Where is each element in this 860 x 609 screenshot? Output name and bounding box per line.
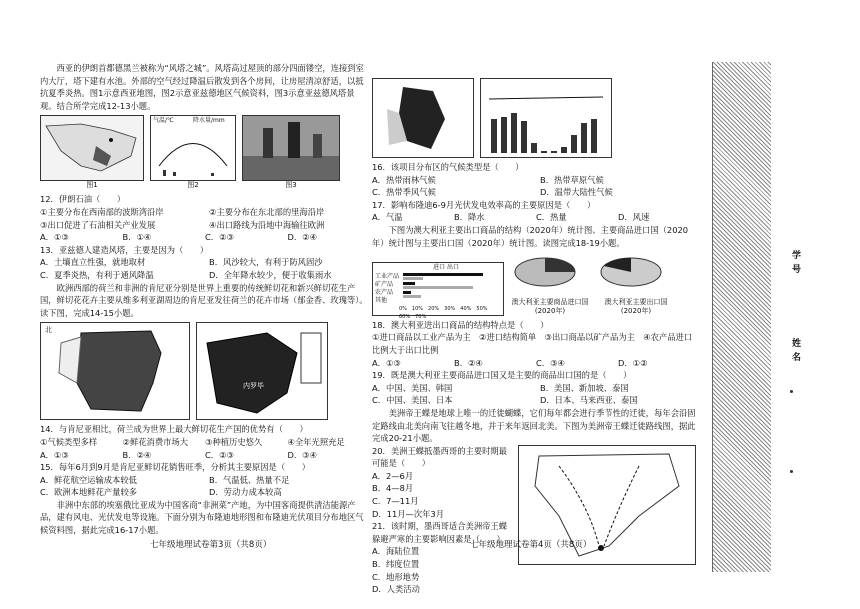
q14-statement: ③种植历史悠久 xyxy=(205,436,263,447)
question-19: 19．既是澳大利亚主要商品进口国又是主要的商品出口国的是（ ） xyxy=(372,370,632,381)
burundi-map-graphic xyxy=(373,79,473,157)
q20-choice: C．7—11月 xyxy=(372,496,419,507)
q19-choice: A．中国、美国、韩国 xyxy=(372,382,453,393)
sidebar-label-student-id-2: 号 xyxy=(792,265,802,275)
climate-chart xyxy=(150,115,236,181)
question-13-choices xyxy=(40,256,370,281)
question-20: 20．美洲王蝶抵墨西哥的主要时期最可能是（ ） xyxy=(372,445,508,469)
q18-choice: C．③④ xyxy=(536,357,565,368)
climate-chart-graphic xyxy=(151,116,235,180)
map-graphic xyxy=(41,116,143,180)
q21-choice: B．纬度位置 xyxy=(372,559,420,570)
temp-axis-label: 气温/℃ xyxy=(153,117,174,125)
bar-category: 农产品 xyxy=(375,288,394,296)
figure-row-2 xyxy=(40,322,370,420)
q12-statement: ②主要分布在东北部的里海沿岸 xyxy=(209,206,325,217)
question-12: 12．伊朗石油（ ） xyxy=(40,194,126,205)
q13-choice: B．风沙较大，有利于防风固沙 xyxy=(209,257,323,268)
bar-axis: 0% 10% 20% 30% 40% 50% 60% 70% xyxy=(399,305,493,320)
q13-choice: D．全年降水较少，便于收集雨水 xyxy=(209,269,332,280)
q12-choice: B．①④ xyxy=(122,232,152,243)
wind-tower-graphic xyxy=(243,116,339,180)
question-14-choices xyxy=(40,449,370,462)
burundi-figures xyxy=(372,78,700,158)
q19-choice: B．美国、新加坡、泰国 xyxy=(540,382,629,393)
binding-margin-pattern xyxy=(712,62,771,572)
q16-choice: A．热带雨林气候 xyxy=(372,174,436,185)
q21-choice: C．地形地势 xyxy=(372,571,420,582)
legend-import: 进口 xyxy=(433,263,446,271)
intro-paragraph-1: 西亚的伊朗首都德黑兰被称为“风塔之城”。风塔高过屋顶的部分四面镂空，连接到室内大厅，塔下建有水池。外部的空气经过降温后散发到各个房间，让房屋清凉舒适，以抵抗夏季炎热。图1示意西亚地图，图2示意亚兹德地区气候资料，图3示意亚兹德风塔景观。结合所学完成12-13小题。 xyxy=(40,63,364,111)
figure-2-caption: 图2 xyxy=(187,181,199,190)
right-page xyxy=(372,62,700,596)
question-21: 21．该时期，墨西哥适合美洲帝王蝶躲避严寒的主要影响因素是（ ） xyxy=(372,521,508,544)
q20-choice: A．2—6月 xyxy=(372,470,414,481)
right-page-footer: 七年级地理试卷第4页（共8页） xyxy=(470,540,592,550)
bar-category: 工业产品 xyxy=(375,272,400,280)
q17-choice: B．降水 xyxy=(454,212,485,223)
figure-1-caption: 图1 xyxy=(86,181,98,190)
intro-paragraph-2: 欧洲西部的荷兰和非洲的肯尼亚分别是世界上重要的传统鲜切花和新兴鲜切花生产国，鲜切花花卉主要从维多利亚湖周边的肯尼亚发往荷兰的花卉市场（郁金香、玫瑰等）。读下图，完成14-15小题。 xyxy=(40,282,368,318)
q14-choice: A．①③ xyxy=(40,449,69,460)
question-19-choices xyxy=(372,382,700,407)
figure-row-1 xyxy=(40,115,370,190)
intro-paragraph-4: 下图为澳大利亚主要出口商品的结构（2020年）统计图、主要商品进口国（2020年）统计图与主要出口国（2020年）统计图。读图完成18-19小题。 xyxy=(372,224,689,248)
q12-statement: ④出口路线为沿地中海输往欧洲 xyxy=(209,219,325,230)
q15-choice: D．劳动力成本较高 xyxy=(209,487,282,498)
q20-choice: D．11月—次年3月 xyxy=(372,508,445,519)
question-18-choices xyxy=(372,357,700,370)
question-13: 13．亚兹德人建造风塔，主要是因为（ ） xyxy=(40,244,209,255)
q21-choice: D．人类活动 xyxy=(372,584,420,595)
left-page-footer: 七年级地理试卷第3页（共8页） xyxy=(150,540,272,550)
bar-category: 矿产品 xyxy=(375,280,394,288)
q19-choice: D．日本、马来西亚、泰国 xyxy=(540,395,638,406)
sidebar-label-name-1: 姓 xyxy=(792,339,802,349)
q18-choice: D．①② xyxy=(618,357,648,368)
precip-axis-label: 降水量/mm xyxy=(193,117,225,125)
question-17: 17．影响布隆迪6-9月光伏发电效率高的主要原因是（ ） xyxy=(372,199,596,210)
burundi-climate-graphic xyxy=(481,79,611,157)
q13-choice: A．土壤直立性强，就地取材 xyxy=(40,257,146,268)
binding-dot xyxy=(790,390,793,393)
question-14: 14．与肯尼亚相比，荷兰成为世界上最大鲜切花生产国的优势有（ ） xyxy=(40,424,308,435)
binding-dot xyxy=(790,470,793,473)
wind-tower-photo xyxy=(242,115,340,181)
intro-paragraph-3: 非洲中东部的埃塞俄比亚成为中国客商“非洲菜”产地，为中国客商提供清洁能源产品，建有风电、光伏发电等设施。下面分别为布隆迪地形图和布隆迪光伏项目分布地区气候资料图，据此完成16-17小题。 xyxy=(40,499,364,536)
question-18: 18．澳大利亚进出口商品的结构特点是（ ） xyxy=(372,319,549,330)
q12-choice: A．①③ xyxy=(40,232,69,243)
export-pie-chart xyxy=(596,252,666,294)
import-pie-chart xyxy=(510,252,580,294)
burundi-map xyxy=(372,78,474,158)
nairobi-label: 内罗毕 xyxy=(243,382,264,391)
q14-choice: D．③④ xyxy=(287,449,318,460)
q14-choice: C．②③ xyxy=(205,449,234,460)
export-pie-caption: 澳大利亚主要出口国(2020年) xyxy=(604,297,668,315)
q12-statement: ③出口促进了石油相关产业发展 xyxy=(40,219,156,230)
import-pie-caption: 澳大利亚主要商品进口国(2020年) xyxy=(511,297,589,315)
q19-choice: C．中国、美国、日本 xyxy=(372,395,453,406)
bar-category: 其他 xyxy=(375,296,388,304)
q15-choice: B．气温低、热量不足 xyxy=(209,474,290,485)
q14-statement: ④全年光照充足 xyxy=(287,436,345,447)
intro-paragraph-5: 美洲帝王蝶是地球上唯一的迁徙蝴蝶，它们每年都会进行季节性的迁徙，每年会沿固定路线由北美向南飞往越冬地，并于来年返回北美。下图为美洲帝王蝶迁徙路线图，据此完成20-21小题。 xyxy=(372,407,696,444)
legend-export: 出口 xyxy=(446,263,459,271)
question-14-statements xyxy=(40,436,370,449)
q17-choice: C．热量 xyxy=(536,212,567,223)
q12-choice: D．②④ xyxy=(287,232,318,243)
figure-3-caption: 图3 xyxy=(285,181,297,190)
question-15-choices xyxy=(40,474,370,499)
question-17-choices xyxy=(372,211,700,224)
q21-choice: A．海陆位置 xyxy=(372,546,420,557)
sidebar-label-name-2: 名 xyxy=(792,353,802,363)
netherlands-map-label: 北 xyxy=(45,326,52,335)
butterfly-section xyxy=(372,445,700,596)
left-page xyxy=(40,62,370,537)
question-15: 15．每年6月到9月是肯尼亚鲜切花销售旺季，分析其主要原因是（ ） xyxy=(40,462,311,473)
question-12-statements xyxy=(40,206,370,231)
q16-choice: D．温带大陆性气候 xyxy=(540,187,613,198)
west-asia-map xyxy=(40,115,144,181)
q15-choice: A．鲜花航空运输成本较低 xyxy=(40,474,137,485)
netherlands-map-graphic xyxy=(41,323,189,419)
q17-choice: D．风速 xyxy=(618,212,650,223)
q16-choice: B．热带草原气候 xyxy=(540,174,604,185)
question-16-choices xyxy=(372,174,700,199)
q14-statement: ②鲜花消费市场大 xyxy=(122,436,189,447)
q20-choice: B．4—8月 xyxy=(372,483,414,494)
q12-statement: ①主要分布在西南部的波斯湾沿岸 xyxy=(40,206,164,217)
q13-choice: C．夏季炎热，有利于通风降温 xyxy=(40,269,154,280)
q14-choice: B．②④ xyxy=(122,449,152,460)
burundi-climate-chart xyxy=(480,78,612,158)
q18-choice: A．①③ xyxy=(372,357,401,368)
q17-choice: A．气温 xyxy=(372,212,403,223)
q14-statement: ①气候类型多样 xyxy=(40,436,98,447)
netherlands-map xyxy=(40,322,190,420)
australia-figures xyxy=(372,252,700,320)
question-18-statements: ①进口商品以工业产品为主 ②进口结构简单 ③出口商品以矿产品为主 ④农产品进口比例大于出口比例 xyxy=(372,332,693,355)
kenya-map xyxy=(196,322,328,420)
q15-choice: C．欧洲本地鲜花产量较多 xyxy=(40,487,138,498)
sidebar-label-student-id-1: 学 xyxy=(792,251,802,261)
kenya-map-graphic xyxy=(197,323,327,419)
question-12-choices xyxy=(40,231,370,244)
q16-choice: C．热带季风气候 xyxy=(372,187,436,198)
question-16: 16．该项目分布区的气候类型是（ ） xyxy=(372,162,524,172)
q18-choice: B．②④ xyxy=(454,357,483,368)
q12-choice: C．②③ xyxy=(205,232,234,243)
australia-bar-chart xyxy=(372,262,504,320)
